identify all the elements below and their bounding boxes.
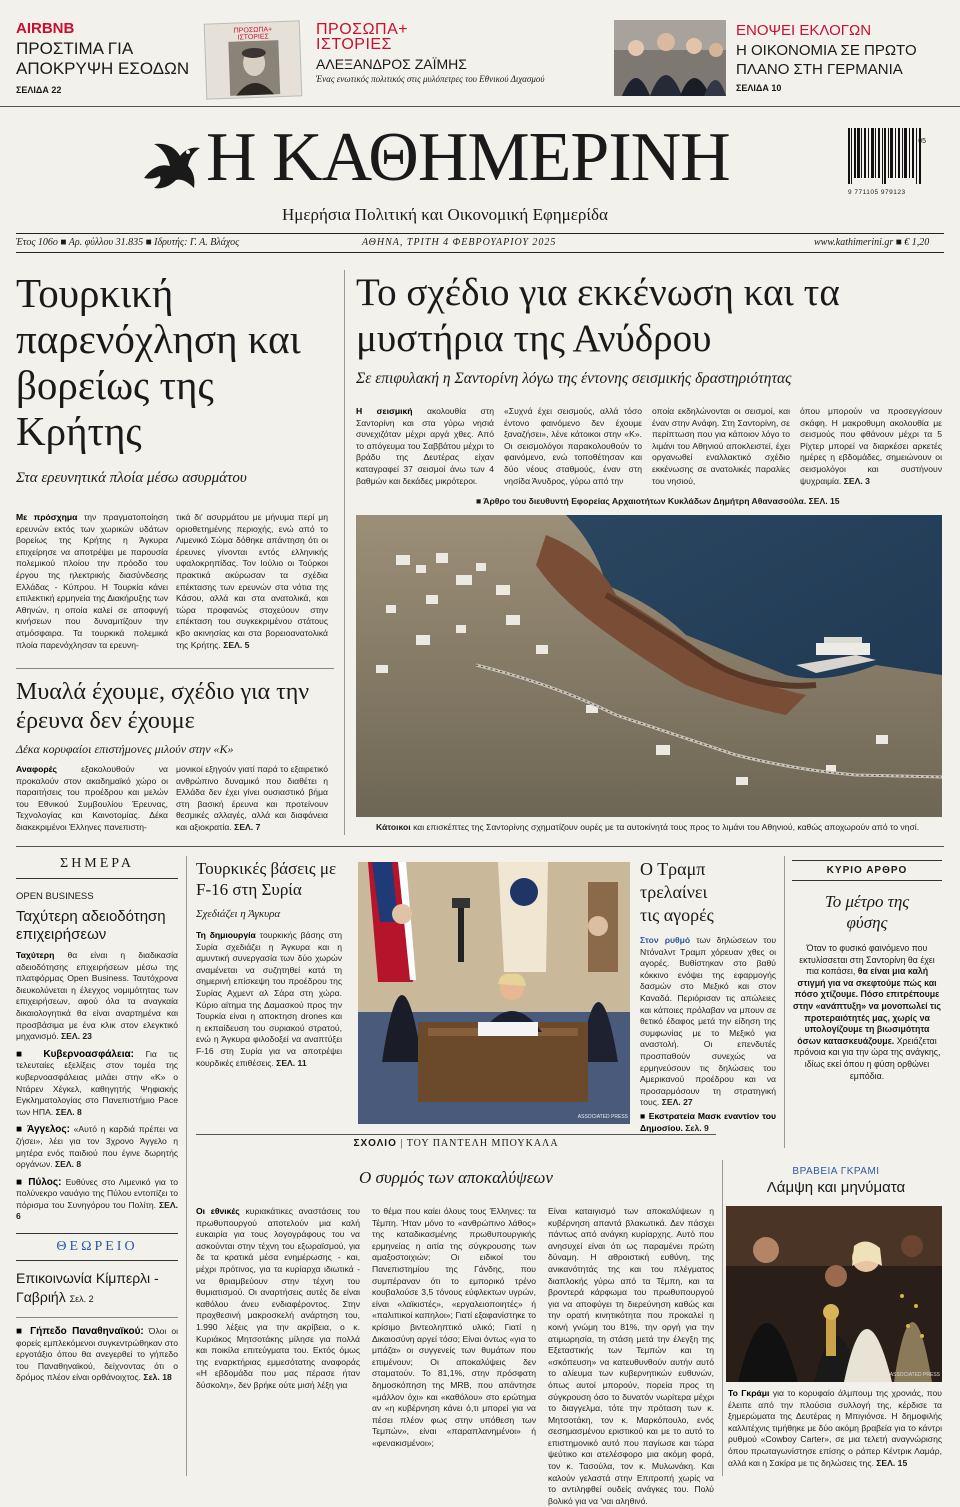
griffin-logo-icon: [136, 126, 206, 196]
lead-col4: [800, 406, 942, 488]
caption-lead: Κάτοικοι: [376, 822, 411, 832]
theoreio-headline-text: Επικοινωνία Κίμπερλι - Γαβριήλ: [16, 1270, 159, 1306]
theoreio-headline[interactable]: [16, 1269, 178, 1309]
story-body: τουρκικής βάσης στη Συρία σχεδιάζει η Άγκυρα και η αμυντική συνεργασία των δύο χωρών αναμένεται να συζητηθεί κατά τη σημερινή επίσκεψη του προέδρου της Συρίας Αχμεντ αλ Σάρα στη χώρα. Κύριο αίτημα της Δαμασκού προς την Τουρκία είναι η αποκτηση drones και η εκπαίδευση του συριακού στρατού, ενώ η Άγκυρα φιλοδοξεί να αναπτύξει F-16 στη Συρία για να αποτρέψει κουρδικές επιθέσεις.: [196, 930, 343, 1068]
column-rule: [722, 1160, 723, 1476]
story-research-col1: [16, 764, 168, 836]
barcode-issue: 05: [918, 138, 926, 145]
page-ref: ΣΕΛ. 15: [808, 496, 840, 506]
teaser-headline: ΑΛΕΞΑΝΔΡΟΣ ΖΑΪΜΗΣ: [316, 56, 467, 72]
sub-lead: ■ Εκστρατεία Μασκ εναντίον του Δημοσίου.: [640, 1110, 776, 1133]
teaser-left[interactable]: [16, 20, 196, 95]
teaser-headline: ΠΡΟΣΤΙΜΑ ΓΙΑ ΑΠΟΚΡΥΨΗ ΕΣΟΔΩΝ: [16, 39, 190, 78]
editorial-text: [792, 943, 942, 1082]
teaser-label-line1: ΠΡΟΣΩΠΑ+: [316, 21, 409, 38]
teaser-page: ΣΕΛΙΔΑ 10: [736, 83, 782, 93]
story-lead: Στον ρυθμό: [640, 935, 691, 945]
story-text: όπου μπορούν να προσεγγίσουν σκάφη. Η μακροθυμη ακολουθία με σεισμούς που φθάνουν μέχρι τα 5 Ρίχτερ μπορεί να διαρκέσει αρκετές ημέρες η εβδομάδες, σημειώνουν οι σεισμολόγοι και συστήνουν ψυχραιμία.: [800, 406, 942, 486]
sidebar: [16, 856, 178, 1384]
page-ref: ΣΕΛ. 8: [55, 1159, 82, 1170]
thumbnail-badge-line1: ΠΡΟΣΩΠΑ+: [233, 26, 273, 35]
aerial-photo-image: [356, 515, 942, 817]
story-text: εξακολουθούν να προκαλούν στον ακαδημαϊκό χώρο οι παραιτήσεις του προέδρου και μελών του Εθνικού Συμβουλίου Έρευνας, Τεχνολογίας και Καινοτομίας. Δέκα διακεκριμένοι Έλληνες πανεπιστη-: [16, 764, 169, 832]
masthead-title: Η ΚΑΘΗΜΕΡΙΝΗ: [206, 119, 730, 196]
story-lead: Η σεισμική: [356, 406, 413, 416]
photo-credit: ΑΠΕ-ΜΠΕ / ΚΩΣΤΑΣ ΛΑΝΤΖΗΣ: [348, 732, 354, 803]
oval-office-image: [358, 862, 630, 1124]
story-text: την πραγματοποίηση ερευνών εκτός των χωρικών υδάτων βορείως της Κρήτης η Άγκυρα επιχείρησε να αποτρέψει με παρουσία πολεμικού πλοίου την πρόοδο του έργου της ηλεκτρικής διασύνδεσης Ελλάδας - Κύπρου. Η Τουρκία κάνει επιλεκτική ερμηνεία της Διακήρυξης των Αθηνών, η οποία καλεί σε αποφυγή κινήσεων που δυναμιτίζουν την ατμόσφαιρα. Τα τουρκικά πολεμικά πλοία παρενόχλησαν τα ερευνη-: [16, 512, 169, 650]
item-text: Ευθύνες στο Λιμενικό για το πολύνεκρο ναυάγιο της Πύλου εντοπίζει το πόρισμα του Συνηγόρου του Πολίτη.: [16, 1176, 179, 1210]
date-line: ΑΘΗΝΑ, ΤΡΙΤΗ 4 ΦΕΒΡΟΥΑΡΙΟΥ 2025: [362, 237, 557, 248]
editorial-headline: Το μέτρο της φύσης: [824, 892, 910, 932]
column-rule: [344, 270, 345, 835]
teaser-label: AIRBNB: [16, 20, 75, 37]
item-lead: ■ Πύλος:: [16, 1176, 62, 1188]
ob-text: [16, 950, 178, 1043]
story-turkey-col1: [16, 512, 168, 660]
stadium-item[interactable]: [16, 1326, 178, 1384]
lead-col3: [652, 406, 790, 488]
photo-credit: ASSOCIATED PRESS: [889, 1372, 940, 1378]
divider: [0, 106, 960, 107]
editorial[interactable]: [792, 860, 942, 1082]
website-price: www.kathimerini.gr ■ € 1,20: [814, 237, 930, 248]
page-ref: Σελ. 9: [685, 1122, 709, 1133]
editorial-intro: Όταν το φυσικό φαινόμενο που εκτυλίσσεται στη Σαντορίνη θα έχει πια κοπάσει,: [799, 943, 935, 977]
story-headline: Τουρκικές βάσεις με F-16 στη Συρία: [196, 859, 337, 899]
teaser-label: [316, 22, 586, 52]
grammy-story[interactable]: [728, 1166, 944, 1196]
story-text: θα είναι η διαδικασία αδειοδότησης επιχειρήσεων μέσω της πλατφόρμας Open Business. Ταυτόχρονα διευκολύνεται η έλεγχος νομιμότητας των επιχειρήσεων, αφού όλα τα αναγκαία δικαιολογητικά θα είναι αναρτημένα και προσβάσιμα με ένα κλικ στον ελεγκτικό μηχανισμό.: [16, 950, 178, 1042]
teaser-right-photo[interactable]: [614, 20, 726, 96]
lead-article-note[interactable]: [476, 496, 840, 506]
page-ref: ΣΕΛ. 6: [16, 1199, 178, 1222]
teaser-sub: Ένας ενωτικός πολιτικός στις μυλόπετρες του Εθνικού Διχασμού: [316, 74, 545, 84]
page-ref[interactable]: ΣΕΛ. 11: [276, 1057, 307, 1068]
sidebar-item[interactable]: [16, 1049, 178, 1119]
teaser-headline: Η ΟΙΚΟΝΟΜΙΑ ΣΕ ΠΡΩΤΟ ΠΛΑΝΟ ΣΤΗ ΓΕΡΜΑΝΙΑ: [736, 42, 917, 78]
page-ref[interactable]: ΣΕΛ. 27: [661, 1097, 693, 1108]
story-text: [196, 930, 342, 1069]
portrait-image: [228, 40, 280, 96]
story-turkey[interactable]: [16, 270, 334, 487]
page-ref[interactable]: ΣΕΛ. 5: [223, 639, 250, 650]
today-label: ΣΗΜΕΡΑ: [16, 856, 178, 879]
grammy-text: [728, 1388, 942, 1476]
story-text: «Συχνά έχει σεισμούς, αλλά τόσο έντονο φαινόμενο δεν έχουμε ξαναζήσει», λένε κάτοικοι στην «Κ». Οι σεισμολόγοι παρακολουθούν το φαινόμενο, ενώ τοποθέτησαν και δύο νέους σταθμούς, έναν στη νησίδα Άνυδρος, γύρω από την: [504, 406, 642, 486]
story-trump[interactable]: [640, 858, 776, 1134]
item-lead: ■ Άγγελος:: [16, 1124, 70, 1136]
opinion-headline[interactable]: Ο συρμός των αποκαλύψεων: [359, 1168, 553, 1187]
opinion-label-text: ΣΧΟΛΙΟ: [353, 1138, 397, 1149]
lead-deck: Σε επιφυλακή η Σαντορίνη λόγω της έντονης σεισμικής δραστηριότητας: [356, 370, 792, 387]
divider: [16, 668, 334, 669]
election-photo: [614, 20, 726, 96]
item-text: Όλοι οι φορείς εμπλεκόμενοι συγκεντρώθηκαν στο εργοτάξιο όπου θα ανεγερθεί το γήπεδο του Παναθηναϊκού, δείχνοντας ότι ο δρόμος πλέον είναι ορθάνοιχτος.: [16, 1326, 179, 1383]
trump-photo[interactable]: [358, 862, 630, 1124]
opinion-col1: [196, 1206, 360, 1476]
story-text: ακολουθία στη Σαντορίνη και στα γύρω νησιά συνεχιζόταν μέχρι αργά χθες. Από το απόγευμα του Σαββάτου μέχρι το βράδυ της Δευτέρας είχαν καταγραφεί 37 σεισμοί άνω των 4 βαθμών και δεκάδες μικρότεροι.: [356, 406, 494, 486]
grammy-stage-image: [726, 1206, 942, 1382]
page-ref[interactable]: ΣΕΛ. 15: [876, 1457, 908, 1468]
ob-headline[interactable]: Ταχύτερη αδειοδότηση επιχειρήσεων: [16, 908, 166, 943]
story-lead: Οι εθνικές: [196, 1206, 240, 1216]
story-text: Είναι καταιγισμό των αποκαλύψεων η κυβέρνηση απαντά βλακωτικά. Δεν πάσχει πάντως από ανάγκη κυρίαρχης. Αυτό που ανησυχεί είναι ότι ως παραμένει πρώτη δύναμη. Η αθροιστική ευθύνη, της ανικανότητάς της και του πλέγματος διαπλοκής γύρω από τα Τέμπη, και τα βροντερά κάρφωμα του πρωθυπουργού για να αποφύγει τη διερεύνηση καθώς και την ορατή κινητικότητα που προκαλεί η κοινή γνώμη του 81%, την οργή για την ατιμωρησία, τη στάση μετά την έλεγξη της Εξεταστικής των Τεμπών και τη «σκόπευση» να κατευθυνθούν αυτήν αυτό το αλίευμα των κυβερνητικών ευθυνών, όπως αυτοί μπορούν, πορεία προς τη σύγκρουση όσο το δυνατόν νωρίτερα μέχρι το διαγγελμα, τότε την πρόταση των κ. Μητσοτάκη, τον κ. Μαρκόπουλο, ενός σεσημασμένου εριστικού και με το αυτό το επιστημονικό αυτό που παγίωσε και τώρα ψεύτικο και ατελέσφορο μια ακόμη φορά, τον κ. Τασούλα, τον κ. Μυλωνάκη. Και καλούν γελαστά στην Επιτροπή χωρίς να το αντιληφθεί ουδείς ανάγκες του. Πολύ βολικό για να 'ναι αληθινό.: [548, 1206, 714, 1506]
teaser-middle[interactable]: [316, 22, 586, 84]
masthead-subtitle: Ημερήσια Πολιτική και Οικονομική Εφημερίδα: [282, 205, 608, 224]
story-lead: Αναφορές: [16, 764, 58, 774]
divider: [16, 846, 944, 847]
story-research[interactable]: [16, 678, 334, 757]
sidebar-item[interactable]: [16, 1177, 178, 1223]
teaser-page: ΣΕΛΙΔΑ 22: [16, 85, 62, 95]
page-ref: ΣΕΛ. 8: [55, 1106, 82, 1117]
divider: [16, 233, 944, 234]
story-body: για το κορυφαίο άλμπουμ της χρονιάς, που έλειπε από την πλούσια συλλογή της, κέρδισε τα ξημερώματα της Δευτέρας η Μπιγιόνσε. Η δημοφιλής καλλιτέχνις τιμήθηκε με δύο ακόμη βραβεία για το κάντρι ρυθμού «Cowboy Carter», σε μια τελετή αναγνώρισης όπου πρωταγωνίστησε επίσης ο ράπερ Κέντρικ Λαμάρ, αλλά και η Σακίρα με τις δηλώσεις της.: [728, 1388, 942, 1468]
grammy-headline: Λάμψη και μηνύματα: [766, 1179, 906, 1196]
opinion-label: ΣΧΟΛΙΟ | ΤΟΥ ΠΑΝΤΕΛΗ ΜΠΟΥΚΑΛΑ: [353, 1138, 559, 1149]
photo-caption: [376, 822, 946, 832]
story-headline: Τουρκική παρενόχληση και βορείως της Κρήτης: [16, 270, 301, 454]
barcode-number: 9 771105 979123: [848, 189, 906, 196]
story-body: των δηλώσεων του Ντόναλντ Τραμπ χόρευαν χθες οι αγορές. Βυθίστηκαν στο βαθύ κόκκινο ενόψει της εφαρμογής δασμών στο Μεξικό και στον Καναδά. Περιόρισαν τις απώλειες και κάποιες πρόλαβαν να μπουν σε θετικό έδαφος μετά την είδηση της συμφωνίας με το Μεξικό για αναστολή. Οι επενδυτές προσπαθούν συνεχώς να ερμηνεύσουν τις δηλώσεις του Αμερικανού προέδρου και να προσαρμόσουν τη στρατηγική τους.: [640, 935, 777, 1108]
story-lead: Τη δημιουργία: [196, 930, 256, 940]
page-ref: Σελ. 18: [143, 1372, 172, 1383]
story-bases[interactable]: [196, 858, 342, 1069]
barcode: [848, 128, 928, 200]
story-turkey-col2: [176, 512, 328, 660]
page-ref[interactable]: ΣΕΛ. 3: [843, 475, 870, 486]
page-ref[interactable]: ΣΕΛ. 7: [234, 821, 261, 832]
open-business-label: OPEN BUSINESS: [16, 891, 94, 902]
item-lead: ■ Κυβερνοασφάλεια:: [16, 1048, 134, 1060]
story-text: μονικοί εξηγούν γιατί παρά το εξαιρετικό ανθρώπινο δυναμικό που διαθέτει η Ελλάδα δεν έχει γίνει ουσιαστικό βήμα στη βασική έρευνα και προτείνουν θεσμικές αλλαγές, αλλά και διαφάνεια και αξιοκρατία.: [176, 764, 328, 832]
lead-story[interactable]: [356, 270, 946, 388]
lead-headline: Το σχέδιο για εκκένωση και τα μυστήρια της Ανύδρου: [356, 271, 840, 360]
story-headline: Ο Τραμπ τρελαίνει τις αγορές: [640, 859, 714, 925]
divider: [16, 1317, 178, 1318]
page-ref[interactable]: ΣΕΛ. 23: [61, 1031, 92, 1042]
divider: [16, 252, 944, 253]
sidebar-item[interactable]: [16, 1124, 178, 1170]
story-deck: Δέκα κορυφαίοι επιστήμονες μιλούν στην «Κ»: [16, 742, 234, 756]
editorial-outro: Χρειάζεται πρόνοια και για την ώρα της ανάγκης, ιδίως εκεί όπου η φύση ορθώνει εμπόδια.: [793, 1035, 941, 1081]
story-text: [640, 935, 776, 1109]
teaser-middle-thumbnail[interactable]: [204, 20, 303, 99]
santorini-aerial-photo[interactable]: [348, 515, 942, 817]
story-text: οποία εκδηλώνονται οι σεισμοί, και έναν στην Ανάφη. Στη Σαντορίνη, σε περίπτωση που για κάποιον λόγο το λιμάνι του Αθηνιού αποκλειστεί, έχει οργανωθεί εναλλακτικό σχέδιο εκκένωσης σε ανατολικές παραλίες του νησιού,: [652, 406, 790, 486]
barcode-icon: [848, 128, 922, 184]
story-text: το θέμα που καίει όλους τους Έλληνες: τα Τέμπη. Ήταν μόνο το «ανθρώπινο λάθος» της καταδικασμένης πρωθυπουργικής ερμηνείας η αιτία της σύγκρουσης των αμαξοστοιχιών; Οι ειδικοί του Πανεπιστημίου της Γάνδης, που συμπέραναν ότι το εμπορικό τρένο κουβαλούσε 3,5 τόνους εύφλεκτων υγρών, είναι «λαϊκιστές», «εργαλειοποιητές» ή «παλιπικοί καπηλοι»; Γιατί εξαφανίστηκε το κρίσιμο βιντεοληπτικό υλικό; Γιατί η Δικαιοσύνη αργεί τόσο; Είναι όντως «για το μπάζα» οι συγγενείς των θυμάτων που επιμένουν; Οι αποκαλύψεις δεν σταματούν. Το 81,1%, στην πρόσφατη δημοσκόπηση της MRB, που απάντησε «μάλλον όχι» και «καθόλου» στο ερώτημα αν «η κυβέρνηση κάνει ό,τι μπορεί για να πέσει πλέον φως στην υπόθεση των Τεμπών», είναι «παραπλανημένοι» ή «φενακισμένοι»;: [372, 1206, 536, 1448]
theoreio-label: ΘΕΩΡΕΙΟ: [16, 1233, 178, 1261]
item-lead: ■ Γήπεδο Παναθηναϊκού:: [16, 1326, 144, 1338]
story-text: κυριακάτικες αναστάσεις του πρωθυπουργού αποτελούν μια καλή ευκαιρία για τους λογογράφους του να ασκούνται στην τέχνη του εξωραϊσμού, για δε τα κρατικά μέσα ενημέρωσης - και, μέχρι πρότινος, για τα κυρίαρχα ιδιωτικά - να θριαμβεύουν στην τέχνη του θυμιατισμού. Οι αναρτήσεις αυτές δε είναι καθόλου άνευ ενδιαφέροντος. Στην προχθεσινή μακροσκελή ανάρτηση του, 1.990 λέξεις για την ακρίβεια, ο κ. Κυριάκος Μητσοτάκης μίλησε για πολλά και ποικίλα επιτεύγματα του. Εκτός όμως της εναρκτήριας εμμεσότατης αναφοράς «Η εβδομάδα που μας πέρασε ήταν δύσκολη», δεν βρήκε ούτε μισή λέξη για: [196, 1206, 360, 1390]
opinion-col2: [372, 1206, 536, 1476]
column-rule: [186, 856, 187, 1476]
story-deck: Στα ερευνητικά πλοία μέσω ασυρμάτου: [16, 470, 247, 486]
page-ref: Σελ. 2: [69, 1294, 94, 1305]
story-sub[interactable]: [640, 1111, 776, 1134]
story-deck: Σχεδιάζει η Άγκυρα: [196, 908, 281, 920]
story-lead: Με πρόσχημα: [16, 512, 78, 522]
editorial-label: ΚΥΡΙΟ ΑΡΘΡΟ: [792, 860, 942, 881]
item-text: «Αυτό η καρδιά πρέπει να ζήσει», λέει για τον 3χρονο Άγγελο η μητέρα ενός παιδιού που έγινε δωρητής οργάνων.: [16, 1124, 179, 1170]
lead-col1: [356, 406, 494, 488]
issue-info: Έτος 106ο ■ Αρ. φύλλου 31.835 ■ Ιδρυτής: Γ. Α. Βλάχος: [16, 237, 240, 248]
grammy-photo[interactable]: [726, 1206, 942, 1382]
photo-credit: ASSOCIATED PRESS: [577, 1114, 628, 1120]
story-text: τικά δι' ασυρμάτου με μήνυμα περί μη οριοθετημένης περιοχής, ενώ από το Λιμενικό Σώμα δόθηκε απάντηση ότι οι έρευνες γίνονται εντός ελληνικής υφαλοκρηπίδας. Τον Ιούλιο οι Τούρκοι πρακτικά ακύρωσαν τα σχέδια επέκτασης των ερευνών στα νότια της Κάσου, αλλά και στα ανατολικά, και τώρα προφανώς στοχεύουν στην επέκταση του συγκεκριμένου στάτους κβο ακινησίας και στα βορειοανατολικά της Κρήτης.: [176, 512, 328, 650]
story-lead: Ταχύτερη: [16, 950, 55, 960]
story-research-col2: [176, 764, 328, 836]
teaser-right[interactable]: [736, 22, 946, 93]
column-rule: [784, 856, 785, 1148]
teaser-label-line2: ΙΣΤΟΡΙΕΣ: [316, 36, 392, 53]
item-text: Για τις τελευταίες εξελίξεις στον τομέα της κυβερνοασφάλειας μιλάει στην «Κ» ο Ντάρεν Χέγκελ, καθηγητής Ψηφιακής Εγκληματολογίας στο Πανεπιστήμιο Pace των ΗΠΑ.: [16, 1048, 179, 1117]
story-headline: Μυαλά έχουμε, σχέδιο για την έρευνα δεν έχουμε: [16, 679, 310, 734]
thumbnail-badge-line2: ΙΣΤΟΡΙΕΣ: [237, 33, 270, 42]
grammy-label: ΒΡΑΒΕΙΑ ΓΚΡΑΜΙ: [792, 1166, 880, 1177]
opinion-byline: ΤΟΥ ΠΑΝΤΕΛΗ ΜΠΟΥΚΑΛΑ: [406, 1138, 559, 1149]
caption-text: και επισκέπτες της Σαντορίνης σχηματίζουν ουρές με τα αυτοκίνητά τους προς το λιμάνι του Αθηνιού, καθώς αποχωρούν από το νησί.: [413, 822, 920, 832]
story-lead: Το Γκράμι: [728, 1388, 770, 1398]
lead-col2: [504, 406, 642, 488]
divider: [196, 1134, 716, 1135]
editorial-bold: θα είναι μια καλή στιγμή για να σκεφτούμε πώς και πόσο χτίζουμε. Πόσο επιτρέπουμε στην «ανάπτυξη» να μονοπωλεί τις προτεραιότητές μας, χωρίς να υπολογίζουμε τη βιωσιμότητα όσων κατασκευάζουμε.: [792, 966, 941, 1046]
article-note-text: ■ Άρθρο του διευθυντή Εφορείας Αρχαιοτήτων Κυκλάδων Δημήτρη Αθανασούλα.: [476, 496, 807, 506]
teaser-label: ΕΝΟΨΕΙ ΕΚΛΟΓΩΝ: [736, 22, 872, 39]
opinion-col3: [548, 1206, 714, 1506]
